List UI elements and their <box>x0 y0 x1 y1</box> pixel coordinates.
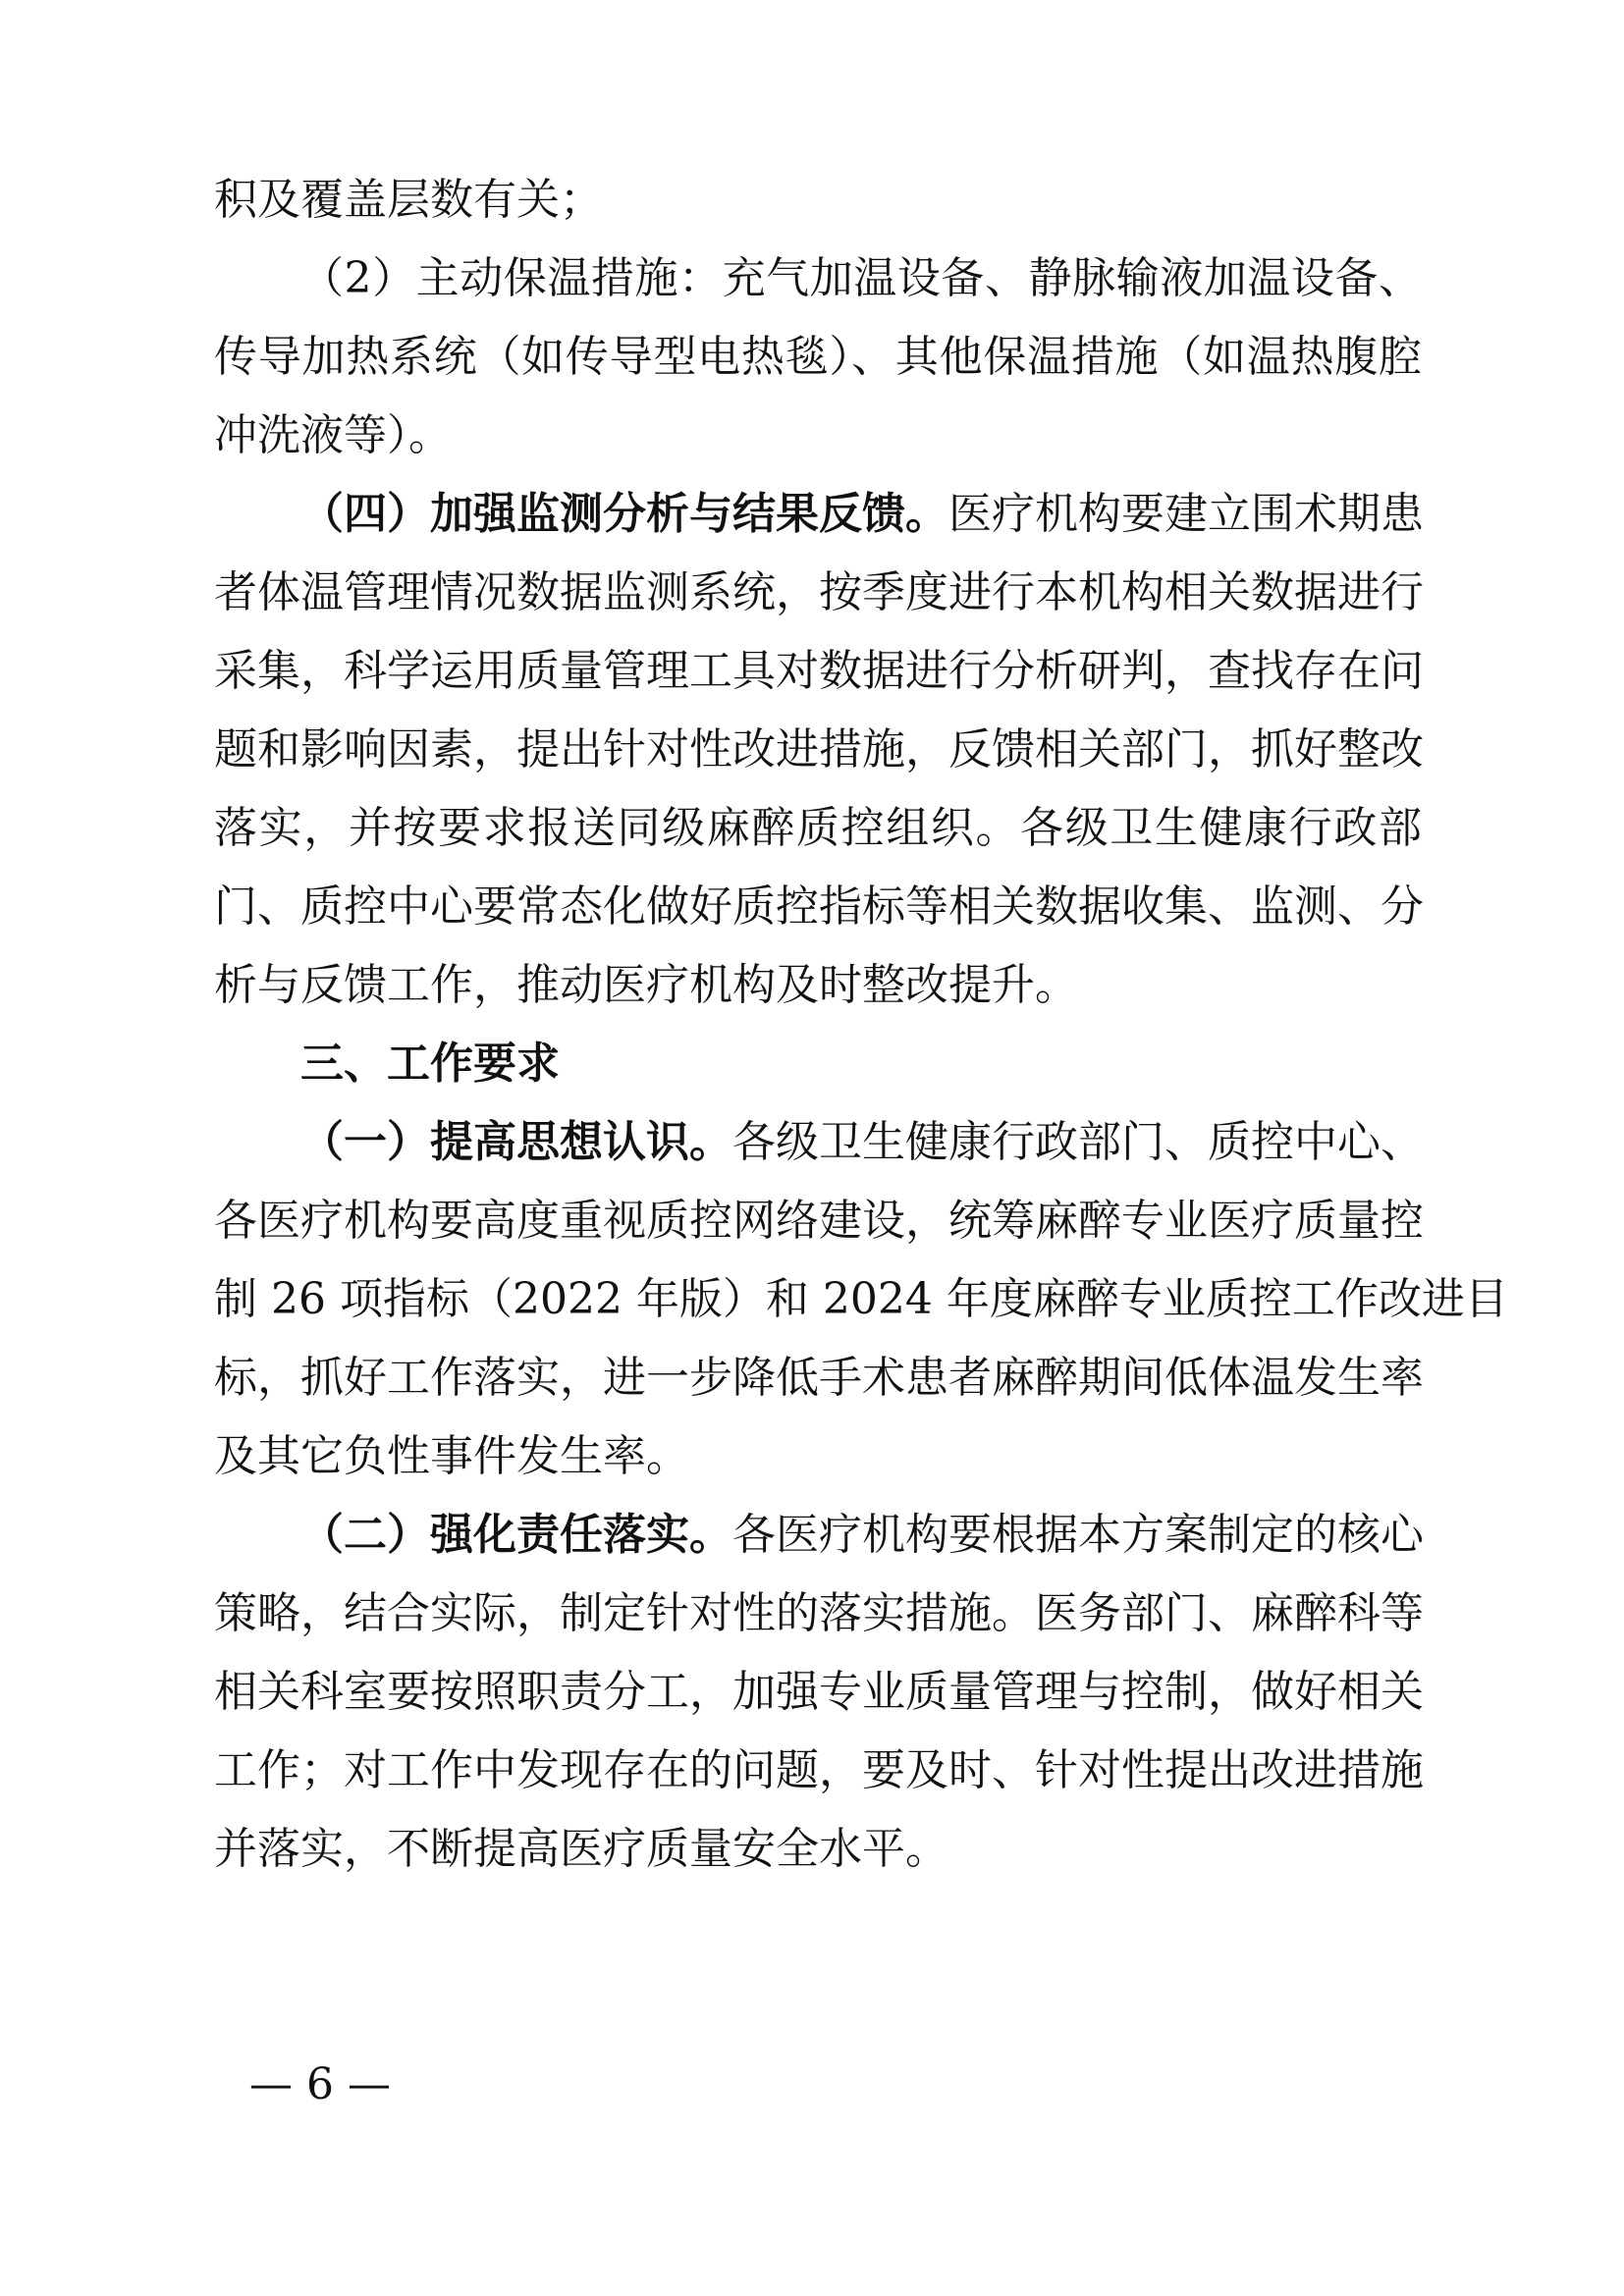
text-line <box>300 475 1422 554</box>
paragraph-lead: （四）加强监测分析与结果反馈。 <box>300 489 948 539</box>
text-line: 并落实，不断提高医疗质量安全水平。 <box>214 1824 948 1874</box>
text-line: 及其它负性事件发生率。 <box>214 1431 689 1481</box>
text-line: 者体温管理情况数据监测系统，按季度进行本机构相关数据进行 <box>214 567 1424 617</box>
section-heading: 三、工作要求 <box>300 1039 560 1089</box>
text-line: 冲洗液等）。 <box>214 410 452 460</box>
text-line: 采集，科学运用质量管理工具对数据进行分析研判，查找存在问 <box>214 646 1424 696</box>
text-line: 策略，结合实际，制定针对性的落实措施。医务部门、麻醉科等 <box>214 1588 1424 1638</box>
text-run: 医疗机构要建立围术期患 <box>948 489 1424 539</box>
text-run: 各医疗机构要根据本方案制定的核心 <box>732 1510 1424 1560</box>
text-line <box>300 1103 1422 1182</box>
text-line: 落实，并按要求报送同级麻醉质控组织。各级卫生健康行政部 <box>214 803 1422 853</box>
text-line <box>300 1496 1422 1575</box>
text-run: 各级卫生健康行政部门、质控中心、 <box>732 1117 1424 1167</box>
text-line: 积及覆盖层数有关； <box>214 175 603 225</box>
text-line: （2）主动保温措施：充气加温设备、静脉输液加温设备、 <box>300 253 1422 303</box>
text-line: 析与反馈工作，推动医疗机构及时整改提升。 <box>214 960 1078 1010</box>
text-line: 标，抓好工作落实，进一步降低手术患者麻醉期间低体温发生率 <box>214 1353 1424 1403</box>
text-line: 相关科室要按照职责分工，加强专业质量管理与控制，做好相关 <box>214 1667 1424 1717</box>
text-line: 门、质控中心要常态化做好质控指标等相关数据收集、监测、分 <box>214 881 1424 932</box>
text-line: 制 26 项指标（2022 年版）和 2024 年度麻醉专业质控工作改进目 <box>214 1274 1508 1324</box>
page-number: — 6 — <box>249 2059 391 2109</box>
text-line: 传导加热系统（如传导型电热毯）、其他保温措施（如温热腹腔 <box>214 332 1422 382</box>
text-line: 各医疗机构要高度重视质控网络建设，统筹麻醉专业医疗质量控 <box>214 1196 1424 1246</box>
paragraph-lead: （一）提高思想认识。 <box>300 1117 732 1167</box>
text-line: 工作；对工作中发现存在的问题，要及时、针对性提出改进措施 <box>214 1745 1424 1795</box>
text-line: 题和影响因素，提出针对性改进措施，反馈相关部门，抓好整改 <box>214 724 1424 774</box>
paragraph-lead: （二）强化责任落实。 <box>300 1510 732 1560</box>
